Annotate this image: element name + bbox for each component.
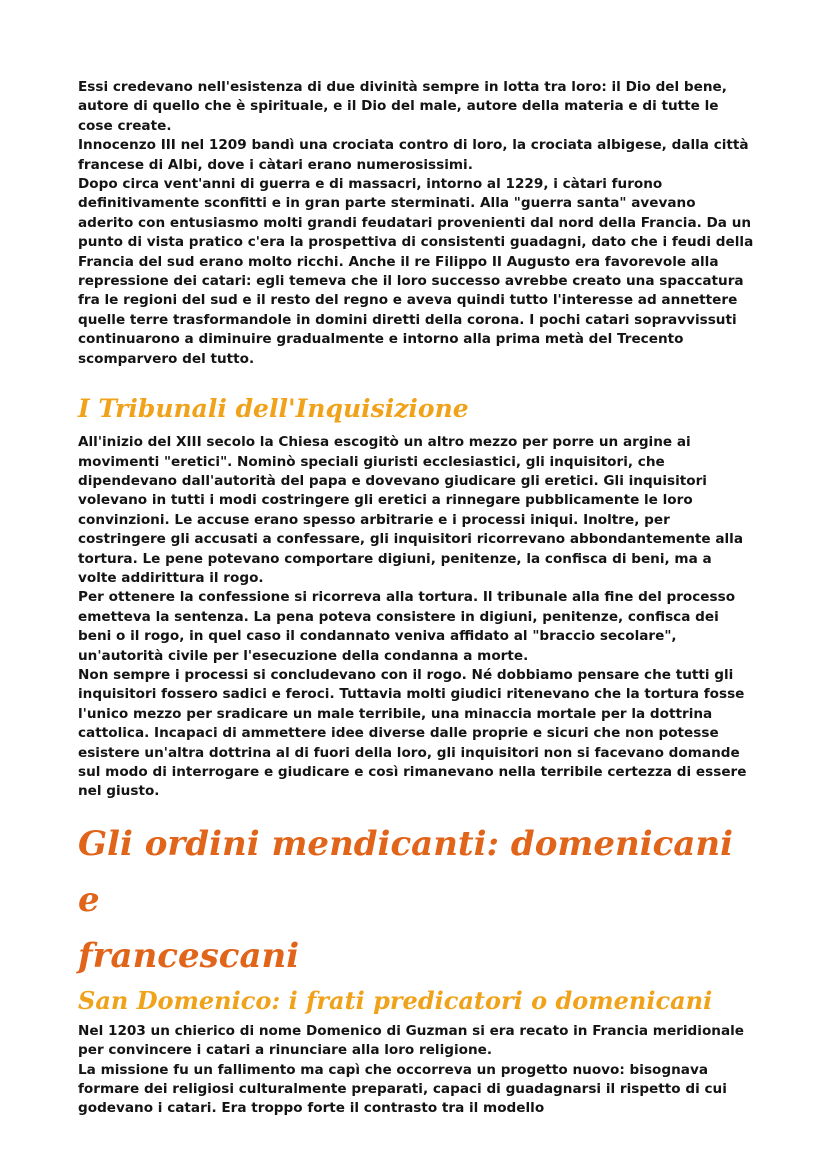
section-heading-tribunali: I Tribunali dell'Inquisizione [78,394,469,424]
chapter-heading-line-1: Gli ordini mendicanti: domenicani e [78,823,733,920]
intro-paragraph-3: Dopo circa vent'anni di guerra e di massacri, intorno al 1229, i càtari furono definitivamente sconfitti e in gran parte sterminati. Alla "guerra santa" avevano aderito con entusiasmo molti grandi feudatari provenienti dal nord della Francia. Da un punto di vista pratico c'era la prospettiva di consistenti guadagni, dato che i feudi della Francia del sud erano molto ricchi. Anche il re Filippo II Augusto era favorevole alla repressione dei catari: egli temeva che il loro successo avrebbe creato una spaccatura fra le regioni del sud e il resto del regno e aveva quindi tutto l'interesse ad annettere quelle terre trasformandole in domini diretti della corona. I pochi catari sopravvissuti continuarono a diminuire gradualmente e intorno alla prima metà del Trecento scomparvero del tutto. [78,176,754,367]
domenico-paragraph-2: La missione fu un fallimento ma capì che occorreva un progetto nuovo: bisognava formare dei religiosi culturalmente preparati, capaci di guadagnarsi il rispetto di cui godevano i catari. Era troppo forte il contrasto tra il modello [78,1061,727,1117]
tribunali-paragraph-2: Per ottenere la confessione si ricorreva alla tortura. Il tribunale alla fine del processo emetteva la sentenza. La pena poteva consistere in digiuni, penitenze, confisca dei beni o il rogo, in quel caso il condannato veniva affidato al "braccio secolare", un'autorità civile per l'esecuzione della condanna a morte. [78,589,736,664]
tribunali-block [78,433,754,802]
tribunali-paragraph-1: All'inizio del XIII secolo la Chiesa escogitò un altro mezzo per porre un argine ai movimenti "eretici". Nominò speciali giuristi ecclesiastici, gli inquisitori, che dipendevano dall'autorità del papa e dovevano giudicare gli eretici. Gli inquisitori volevano in tutti i modi costringere gli eretici a rinnegare pubblicamente le loro convinzioni. Le accuse erano spesso arbitrarie e i processi iniqui. Inoltre, per costringere gli accusati a confessare, gli inquisitori ricorrevano abbondantemente alla tortura. Le pene potevano comportare digiuni, penitenze, la confisca di beni, ma a volte addirittura il rogo. [78,434,743,586]
intro-block [78,78,754,369]
intro-paragraph-1: Essi credevano nell'esistenza di due divinità sempre in lotta tra loro: il Dio del bene, autore di quello che è spirituale, e il Dio del male, autore della materia e di tutte le cose create. [78,79,727,134]
domenico-block [78,1022,754,1119]
section-heading-domenico: San Domenico: i frati predicatori o domenicani [78,985,713,1015]
intro-paragraph-2: Innocenzo III nel 1209 bandì una crociata contro di loro, la crociata albigese, dalla città francese di Albi, dove i càtari erano numerosissimi. [78,137,749,173]
domenico-paragraph-1: Nel 1203 un chierico di nome Domenico di Guzman si era recato in Francia meridionale per convincere i catari a rinunciare alla loro religione. [78,1022,745,1059]
chapter-heading-line-2: francescani [78,935,300,976]
tribunali-paragraph-3: Non sempre i processi si concludevano con il rogo. Né dobbiamo pensare che tutti gli inquisitori fossero sadici e feroci. Tuttavia molti giudici ritenevano che la tortura fosse l'unico mezzo per sradicare un male terribile, una minaccia mortale per la dottrina cattolica. Incapaci di ammettere idee diverse dalle proprie e sicuri che non potesse esistere un'altra dottrina al di fuori della loro, gli inquisitori non si facevano domande sul modo di interrogare e giudicare e così rimanevano nella terribile certezza di essere nel giusto. [78,666,747,800]
chapter-heading-ordini [78,816,754,984]
